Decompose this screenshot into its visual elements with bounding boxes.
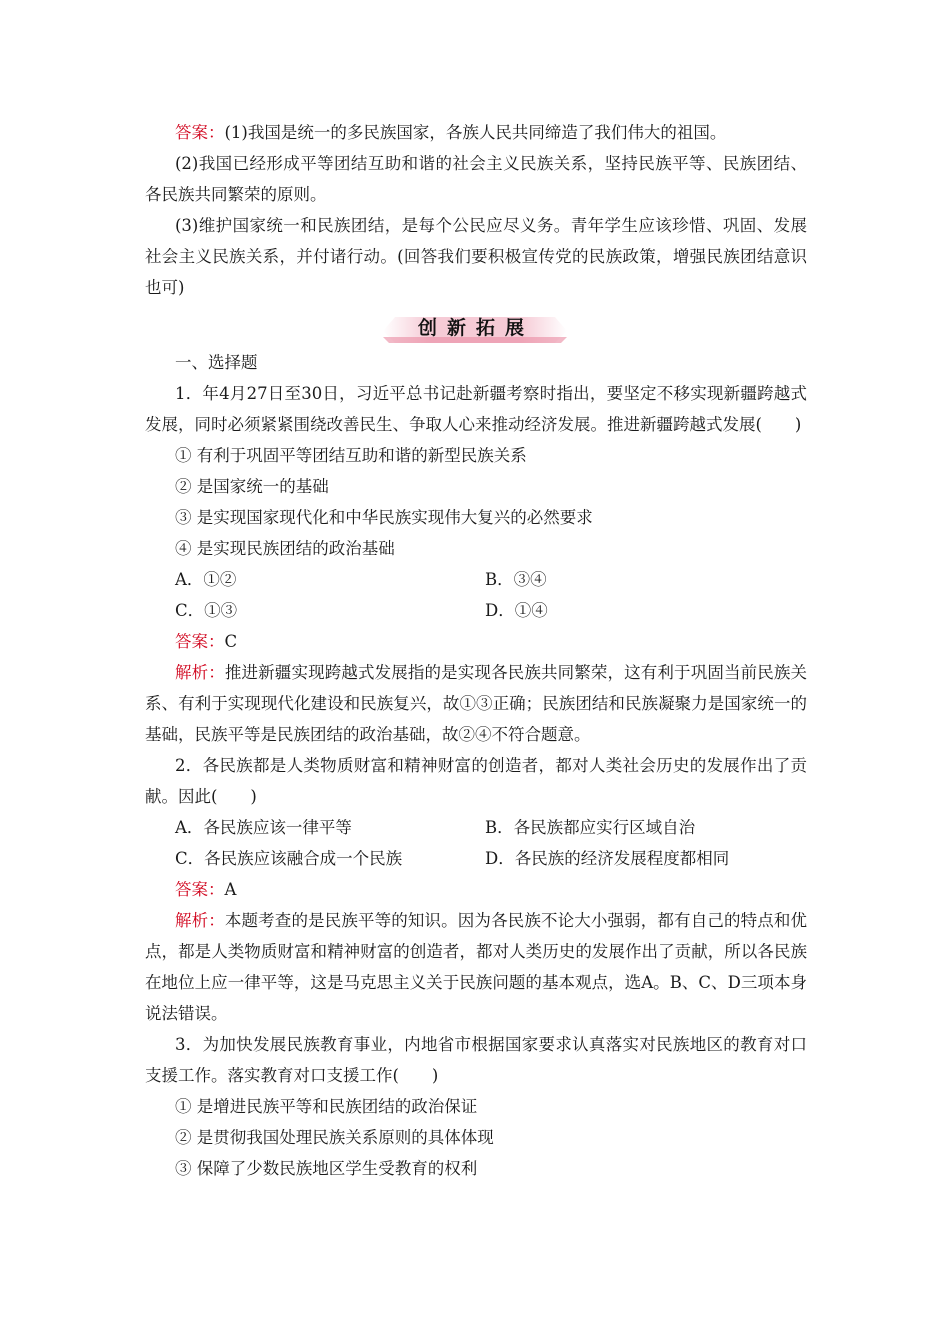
q1-option-d: D．①④ <box>485 601 548 620</box>
q2-answer: 答案：A <box>175 880 237 899</box>
answer-paragraph-2: (2)我国已经形成平等团结互助和谐的社会主义民族关系，坚持民族平等、民族团结、各民族共同繁荣的原则。 <box>145 154 807 204</box>
q3-item-2: ② 是贯彻我国处理民族关系原则的具体体现 <box>175 1128 494 1147</box>
section-banner <box>145 307 807 347</box>
q2-option-c: C．各民族应该融合成一个民族 <box>175 849 403 868</box>
q1-answer: 答案：C <box>175 632 238 651</box>
q1-item-1: ① 有利于巩固平等团结互助和谐的新型民族关系 <box>175 446 527 465</box>
q1-analysis: 解析：推进新疆实现跨越式发展指的是实现各民族共同繁荣，这有利于巩固当前民族关系、有利于实现现代化建设和民族复兴，故①③正确；民族团结和民族凝聚力是国家统一的基础，民族平等是民族团结的政治基础，故②④不符合题意。 <box>145 663 808 744</box>
q3-item-1: ① 是增进民族平等和民族团结的政治保证 <box>175 1097 478 1116</box>
question-1-stem: 1．年4月27日至30日，习近平总书记赴新疆考察时指出，要坚定不移实现新疆跨越式发展，同时必须紧紧围绕改善民生、争取人心来推动经济发展。推进新疆跨越式发展( ) <box>145 384 807 434</box>
answer-paragraph-1: 答案：(1)我国是统一的多民族国家，各族人民共同缔造了我们伟大的祖国。 <box>175 123 727 142</box>
answer-label: 答案： <box>175 123 225 142</box>
q2-option-a: A．各民族应该一律平等 <box>175 818 352 837</box>
q1-item-2: ② 是国家统一的基础 <box>175 477 329 496</box>
question-2-stem: 2．各民族都是人类物质财富和精神财富的创造者，都对人类社会历史的发展作出了贡献。因此( ) <box>145 756 807 806</box>
q1-option-b: B．③④ <box>485 570 547 589</box>
q2-option-d: D．各民族的经济发展程度都相同 <box>485 849 730 868</box>
section-subhead: 一、选择题 <box>175 353 258 372</box>
q1-option-c: C．①③ <box>175 601 238 620</box>
q2-option-b: B．各民族都应实行区域自治 <box>485 818 696 837</box>
q1-item-3: ③ 是实现国家现代化和中华民族实现伟大复兴的必然要求 <box>175 508 593 527</box>
page-content <box>145 117 807 1184</box>
q1-options-row-1 <box>145 564 807 595</box>
q3-item-3: ③ 保障了少数民族地区学生受教育的权利 <box>175 1159 478 1178</box>
q2-options-row-1 <box>145 812 807 843</box>
q1-option-a: A．①② <box>175 570 237 589</box>
q2-analysis: 解析：本题考查的是民族平等的知识。因为各民族不论大小强弱，都有自己的特点和优点，都是人类物质财富和精神财富的创造者，都对人类历史的发展作出了贡献，所以各民族在地位上应一律平等，这是马克思主义关于民族问题的基本观点，选A。B、C、D三项本身说法错误。 <box>145 911 808 1023</box>
q1-item-4: ④ 是实现民族团结的政治基础 <box>175 539 395 558</box>
question-3-stem: 3．为加快发展民族教育事业，内地省市根据国家要求认真落实对民族地区的教育对口支援工作。落实教育对口支援工作( ) <box>145 1035 807 1085</box>
answer-paragraph-3: (3)维护国家统一和民族团结，是每个公民应尽义务。青年学生应该珍惜、巩固、发展社会主义民族关系，并付诸行动。(回答我们要积极宣传党的民族政策，增强民族团结意识也可) <box>145 216 807 297</box>
section-title: 创新拓展 <box>417 317 534 339</box>
q1-options-row-2 <box>145 595 807 626</box>
q2-options-row-2 <box>145 843 807 874</box>
